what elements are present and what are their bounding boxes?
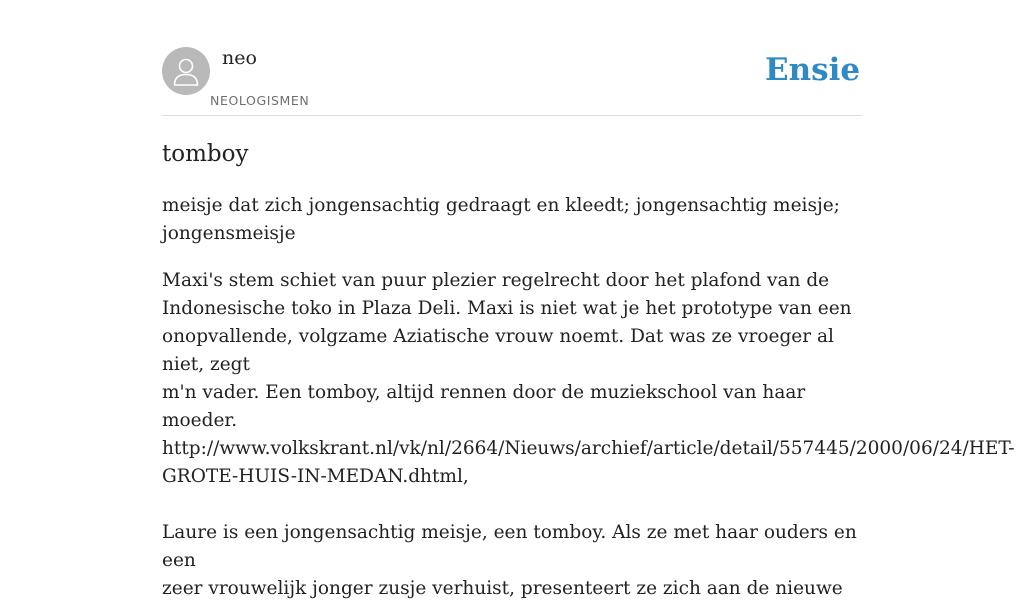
user-silhouette-icon: [162, 47, 210, 95]
example-source-url: http://www.volkskrant.nl/vk/nl/2664/Nieuws/archief/article/detail/557445/2000/06/24/HET-: [162, 438, 1015, 459]
example-line: zeer vrouwelijk jonger zusje verhuist, presenteert ze zich aan de nieuwe: [162, 578, 843, 599]
definition-line: jongensmeisje: [162, 223, 296, 244]
username-link[interactable]: neo: [222, 47, 257, 69]
entry-title: tomboy: [162, 141, 249, 167]
category-link[interactable]: NEOLOGISMEN: [210, 93, 310, 108]
entry-definition: [162, 192, 862, 248]
header-divider: [162, 115, 862, 116]
example-line: Indonesische toko in Plaza Deli. Maxi is niet wat je het prototype van een: [162, 298, 852, 319]
example-line: Laure is een jongensachtig meisje, een tomboy. Als ze met haar ouders en een: [162, 522, 857, 571]
avatar[interactable]: [162, 47, 210, 95]
paragraph-spacer: [162, 491, 862, 519]
example-line: onopvallende, volgzame Aziatische vrouw noemt. Dat was ze vroeger al niet, zegt: [162, 326, 834, 375]
example-line: m'n vader. Een tomboy, altijd rennen door de muziekschool van haar moeder.: [162, 382, 806, 431]
brand-logo-link[interactable]: Ensie: [765, 52, 861, 88]
example-line: GROTE-HUIS-IN-MEDAN.dhtml,: [162, 466, 469, 487]
example-line: Maxi's stem schiet van puur plezier regelrecht door het plafond van de: [162, 270, 830, 291]
definition-line: meisje dat zich jongensachtig gedraagt en kleedt; jongensachtig meisje;: [162, 195, 840, 216]
entry-example: [162, 267, 1015, 603]
